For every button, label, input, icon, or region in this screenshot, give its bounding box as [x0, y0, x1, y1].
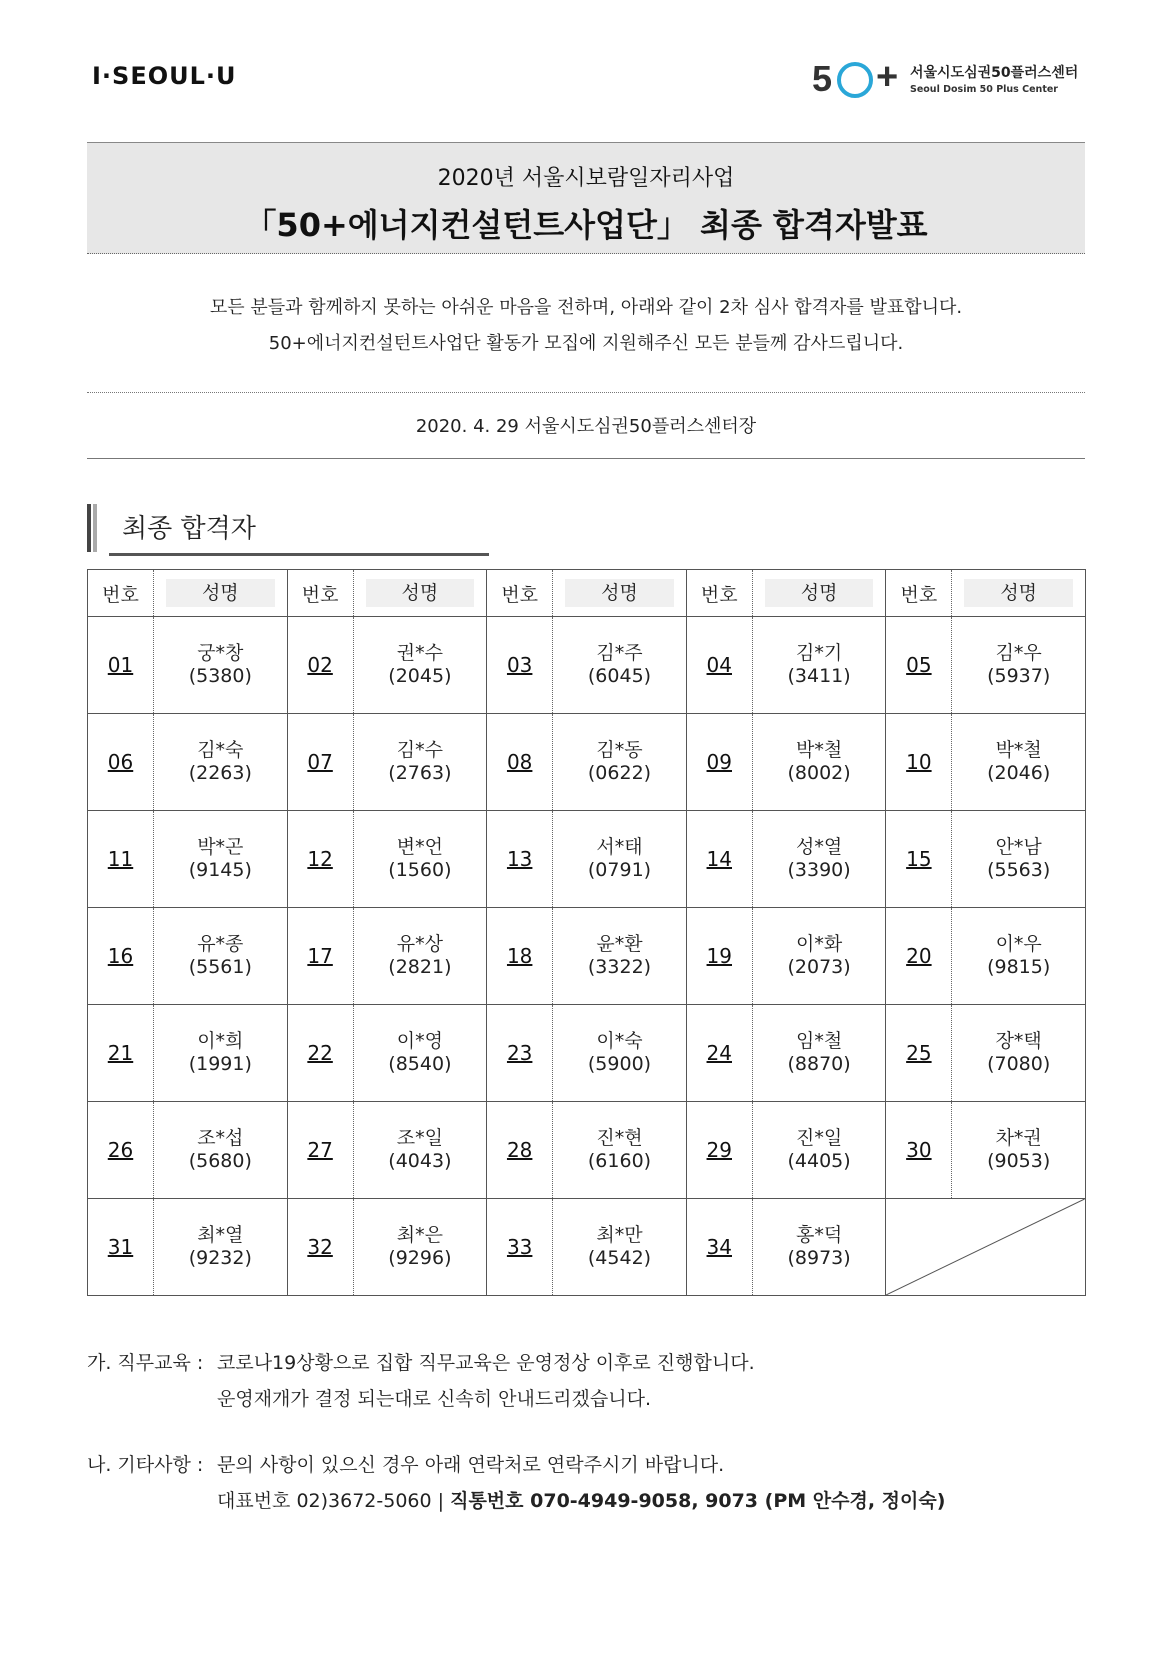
- entry-code: (2073): [787, 956, 851, 978]
- entry-name-cell: [752, 811, 886, 908]
- header-number: 번호: [88, 570, 154, 617]
- entry-code: (5380): [188, 665, 252, 687]
- training-note: [87, 1345, 1085, 1381]
- entry-number: 07: [287, 714, 353, 811]
- entry-name: 박*철: [795, 739, 843, 761]
- heading-underline: [109, 553, 489, 556]
- entry-code: (9145): [188, 859, 252, 881]
- entry-name-cell: [553, 1102, 687, 1199]
- logo-english-name: Seoul Dosim 50 Plus Center: [910, 84, 1058, 95]
- entry-number: 12: [287, 811, 353, 908]
- table-header-row: [88, 570, 1086, 617]
- entry-number: 34: [686, 1199, 752, 1296]
- training-note-cont: [87, 1381, 1085, 1417]
- entry-name-cell: [752, 1005, 886, 1102]
- table-row: [88, 714, 1086, 811]
- intro-text: [87, 290, 1085, 362]
- entry-number: 26: [88, 1102, 154, 1199]
- entry-number: 09: [686, 714, 752, 811]
- entry-name: 임*철: [795, 1030, 843, 1052]
- entry-name: 박*곤: [197, 836, 244, 858]
- title-line-2: 「50+에너지컨설턴트사업단」 최종 합격자발표: [244, 206, 928, 244]
- entry-name: 궁*창: [197, 642, 244, 664]
- entry-number: 15: [886, 811, 952, 908]
- entry-code: (5561): [188, 956, 252, 978]
- entry-number: 02: [287, 617, 353, 714]
- entry-name-cell: [353, 714, 487, 811]
- entry-number: 04: [686, 617, 752, 714]
- table-row: [88, 811, 1086, 908]
- entry-name-cell: [154, 1102, 288, 1199]
- entry-number: 22: [287, 1005, 353, 1102]
- entry-name-cell: [353, 617, 487, 714]
- date-signature: 2020. 4. 29 서울시도심권50플러스센터장: [415, 416, 757, 437]
- intro-line-1: 모든 분들과 함께하지 못하는 아쉬운 마음을 전하며, 아래와 같이 2차 심사 합격자를 발표합니다.: [209, 297, 963, 318]
- entry-name: 이*우: [995, 933, 1042, 955]
- entry-number: 25: [886, 1005, 952, 1102]
- entry-name: 차*권: [995, 1127, 1042, 1149]
- title-line-1: 2020년 서울시보람일자리사업: [437, 166, 735, 191]
- entry-number: 30: [886, 1102, 952, 1199]
- entry-number: 23: [487, 1005, 553, 1102]
- entry-code: (5900): [587, 1053, 652, 1075]
- entry-code: (3322): [587, 956, 652, 978]
- entry-name: 박*철: [995, 739, 1042, 761]
- entry-name-cell: [154, 617, 288, 714]
- section-heading: [87, 500, 507, 556]
- logo-plus: +: [876, 56, 899, 98]
- table-row: [88, 617, 1086, 714]
- entry-name: 장*택: [995, 1030, 1042, 1052]
- entry-name: 윤*환: [596, 933, 643, 955]
- entry-name-cell: [952, 908, 1086, 1005]
- entry-name-cell: [952, 617, 1086, 714]
- entry-code: (8002): [787, 762, 851, 784]
- seoul-dosim-50plus-logo: [812, 56, 1092, 106]
- entry-name-cell: [752, 617, 886, 714]
- training-line-2: 운영재개가 결정 되는대로 신속히 안내드리겠습니다.: [217, 1388, 651, 1410]
- entry-code: (9232): [188, 1247, 252, 1269]
- entry-name-cell: [553, 714, 687, 811]
- entry-name: 진*현: [596, 1127, 643, 1149]
- header-name-label: 성명: [765, 579, 874, 607]
- entry-code: (8870): [787, 1053, 851, 1075]
- header-name-label: 성명: [166, 579, 275, 607]
- entry-code: (6160): [587, 1150, 652, 1172]
- header-name: [353, 570, 487, 617]
- entry-number: 18: [487, 908, 553, 1005]
- entry-number: 24: [686, 1005, 752, 1102]
- entry-number: 27: [287, 1102, 353, 1199]
- entry-code: (0622): [587, 762, 652, 784]
- entry-number: 06: [88, 714, 154, 811]
- entry-name-cell: [752, 908, 886, 1005]
- heading-bar-light: [93, 504, 97, 552]
- entry-number: 14: [686, 811, 752, 908]
- entry-code: (9053): [987, 1150, 1051, 1172]
- entry-name: 김*주: [596, 642, 643, 664]
- training-line-1: 코로나19상황으로 집합 직무교육은 운영정상 이후로 진행합니다.: [217, 1352, 755, 1374]
- entry-code: (2045): [388, 665, 452, 687]
- entry-number: 32: [287, 1199, 353, 1296]
- entry-name: 이*영: [396, 1030, 443, 1052]
- entry-name: 이*화: [795, 933, 843, 955]
- entry-code: (4542): [587, 1247, 652, 1269]
- other-label: 나. 기타사항 :: [87, 1454, 204, 1476]
- entry-code: (5937): [987, 665, 1051, 687]
- header-name-label: 성명: [366, 579, 475, 607]
- entry-name-cell: [752, 1102, 886, 1199]
- other-note-cont: [87, 1483, 1085, 1519]
- other-line-1: 문의 사항이 있으신 경우 아래 연락처로 연락주시기 바랍니다.: [217, 1454, 725, 1476]
- header-number: 번호: [686, 570, 752, 617]
- entry-name: 성*열: [795, 836, 843, 858]
- entry-name: 김*우: [995, 642, 1042, 664]
- entry-name: 유*종: [197, 933, 244, 955]
- entry-code: (8973): [787, 1247, 851, 1269]
- entry-name: 김*기: [795, 642, 843, 664]
- entry-name: 김*수: [396, 739, 443, 761]
- entry-code: (3411): [787, 665, 851, 687]
- entry-code: (2821): [388, 956, 452, 978]
- contact-line: [217, 1483, 945, 1519]
- entry-number: 33: [487, 1199, 553, 1296]
- entry-number: 08: [487, 714, 553, 811]
- entry-name: 홍*덕: [795, 1224, 843, 1246]
- entry-name-cell: [553, 617, 687, 714]
- entry-name-cell: [553, 1005, 687, 1102]
- entry-number: 20: [886, 908, 952, 1005]
- entry-number: 28: [487, 1102, 553, 1199]
- entry-code: (3390): [787, 859, 851, 881]
- section-title: 최종 합격자: [122, 514, 256, 544]
- logo-ring-icon: [837, 62, 873, 98]
- header-name: [154, 570, 288, 617]
- entry-name-cell: [154, 1199, 288, 1296]
- entry-name-cell: [154, 714, 288, 811]
- entry-name-cell: [353, 908, 487, 1005]
- entry-code: (5563): [987, 859, 1051, 881]
- direct-phone: 직통번호 070-4949-9058, 9073 (PM 안수경, 정이숙): [450, 1490, 946, 1512]
- entry-name-cell: [353, 1005, 487, 1102]
- entry-name-cell: [353, 1102, 487, 1199]
- title-box: [87, 142, 1085, 254]
- entry-name: 권*수: [396, 642, 443, 664]
- table-row: [88, 908, 1086, 1005]
- entry-code: (5680): [188, 1150, 252, 1172]
- entry-name-cell: [952, 811, 1086, 908]
- header-number: 번호: [287, 570, 353, 617]
- entry-name: 최*만: [596, 1224, 643, 1246]
- entry-number: 17: [287, 908, 353, 1005]
- entry-code: (9815): [987, 956, 1051, 978]
- entry-name-cell: [952, 1102, 1086, 1199]
- entry-name-cell: [752, 714, 886, 811]
- entry-name: 이*숙: [596, 1030, 643, 1052]
- entry-name: 서*태: [596, 836, 643, 858]
- i-seoul-u-logo: I·SEOUL·U: [92, 62, 237, 90]
- entry-name: 안*남: [995, 836, 1042, 858]
- entry-name: 조*일: [396, 1127, 443, 1149]
- table-row: [88, 1199, 1086, 1296]
- entry-code: (1991): [188, 1053, 252, 1075]
- entry-code: (4043): [388, 1150, 452, 1172]
- entry-number: 10: [886, 714, 952, 811]
- entry-name-cell: [553, 1199, 687, 1296]
- entry-code: (0791): [587, 859, 652, 881]
- header-number: 번호: [886, 570, 952, 617]
- solid-divider: [87, 458, 1085, 459]
- dotted-divider: [87, 392, 1085, 393]
- entry-number: 05: [886, 617, 952, 714]
- intro-line-2: 50+에너지컨설턴트사업단 활동가 모집에 지원해주신 모든 분들께 감사드립니다.: [268, 333, 904, 354]
- entry-name: 조*섭: [197, 1127, 244, 1149]
- entry-name-cell: [154, 811, 288, 908]
- entry-name-cell: [752, 1199, 886, 1296]
- passers-table: [87, 569, 1086, 1296]
- entry-number: 11: [88, 811, 154, 908]
- logo-number: 5: [812, 58, 833, 99]
- entry-number: 21: [88, 1005, 154, 1102]
- heading-bar: [87, 504, 91, 552]
- entry-number: 13: [487, 811, 553, 908]
- entry-number: 19: [686, 908, 752, 1005]
- entry-name: 유*상: [396, 933, 443, 955]
- entry-name: 변*언: [396, 836, 443, 858]
- entry-name: 김*숙: [197, 739, 244, 761]
- entry-name-cell: [952, 1005, 1086, 1102]
- empty-diagonal-cell: [886, 1199, 1086, 1296]
- table-row: [88, 1102, 1086, 1199]
- entry-name: 이*희: [197, 1030, 244, 1052]
- entry-number: 29: [686, 1102, 752, 1199]
- entry-code: (2263): [188, 762, 252, 784]
- entry-code: (1560): [388, 859, 452, 881]
- header-name-label: 성명: [565, 579, 674, 607]
- entry-name: 김*동: [596, 739, 643, 761]
- notes-section: [87, 1345, 1085, 1519]
- entry-name-cell: [553, 811, 687, 908]
- logo-korean-name: 서울시도심권50플러스센터: [910, 65, 1079, 81]
- entry-name: 진*일: [795, 1127, 843, 1149]
- notes-spacer: [87, 1417, 1085, 1447]
- entry-name-cell: [353, 811, 487, 908]
- diagonal-line: [886, 1199, 1085, 1295]
- entry-code: (4405): [787, 1150, 851, 1172]
- header-name-label: 성명: [964, 579, 1073, 607]
- training-label: 가. 직무교육 :: [87, 1352, 204, 1374]
- entry-name: 최*은: [396, 1224, 443, 1246]
- table-row: [88, 1005, 1086, 1102]
- header-name: [553, 570, 687, 617]
- entry-code: (9296): [388, 1247, 452, 1269]
- header-name: [752, 570, 886, 617]
- entry-code: (8540): [388, 1053, 452, 1075]
- entry-number: 31: [88, 1199, 154, 1296]
- entry-code: (7080): [987, 1053, 1051, 1075]
- entry-name-cell: [353, 1199, 487, 1296]
- entry-name-cell: [952, 714, 1086, 811]
- header-name: [952, 570, 1086, 617]
- main-phone: 대표번호 02)3672-5060 |: [217, 1490, 451, 1512]
- entry-number: 01: [88, 617, 154, 714]
- entry-code: (2046): [987, 762, 1051, 784]
- other-note: [87, 1447, 1085, 1483]
- entry-name-cell: [154, 1005, 288, 1102]
- entry-number: 16: [88, 908, 154, 1005]
- entry-number: 03: [487, 617, 553, 714]
- header-number: 번호: [487, 570, 553, 617]
- entry-name-cell: [553, 908, 687, 1005]
- entry-code: (6045): [587, 665, 652, 687]
- entry-name-cell: [154, 908, 288, 1005]
- entry-code: (2763): [388, 762, 452, 784]
- entry-name: 최*열: [197, 1224, 244, 1246]
